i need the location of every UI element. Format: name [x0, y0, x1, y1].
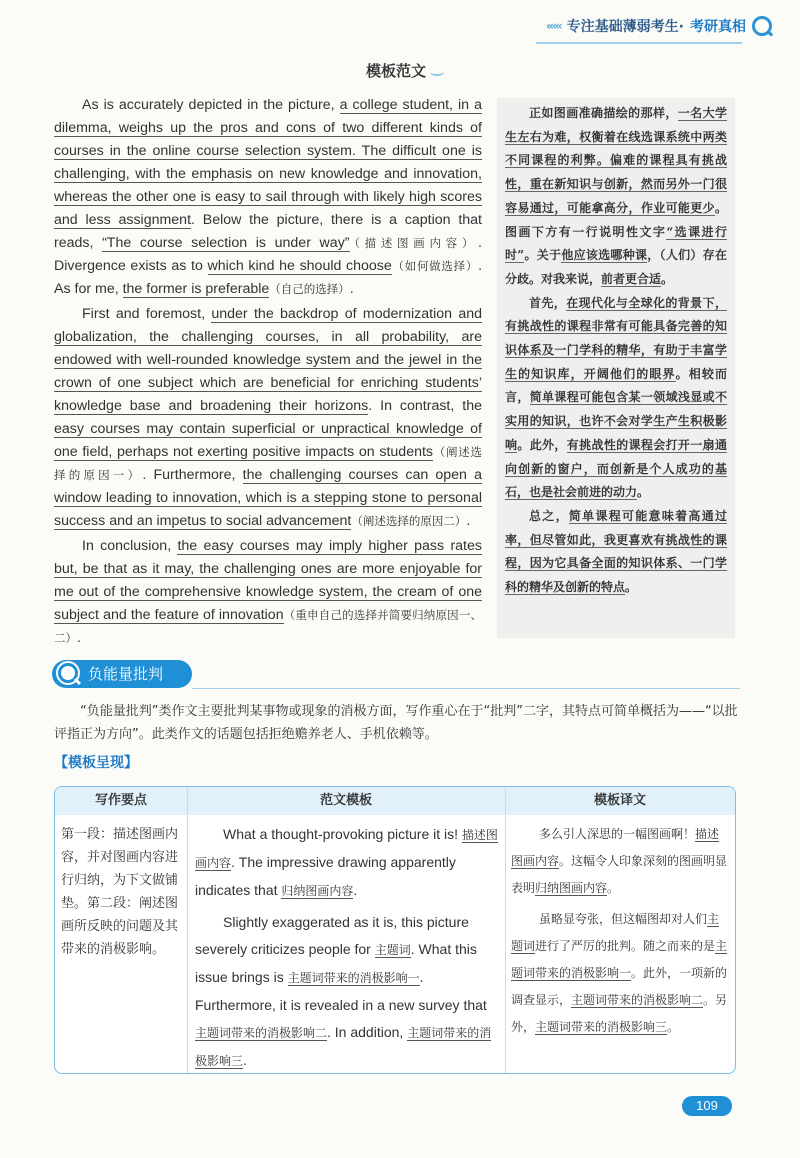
table-header-template: 范文模板: [319, 793, 372, 808]
template-translation-paragraph-1: 多么引人深思的一幅图画啊！描述图画内容。这幅令人印象深刻的图画明显表明归纳图画内容。: [511, 827, 728, 895]
essay-english: [54, 94, 482, 652]
writing-points: 第一段：描述图画内容，并对图画内容进行归纳，为下文做铺垫。第二段：阐述图画所反映的问题及其带来的消极影响。: [61, 827, 179, 957]
header-text: 专注基础薄弱考生·: [566, 19, 684, 35]
essay-paragraph-1: As is accurately depicted in the picture, a college student, in a dilemma, weighs up the pros and cons of two different kinds of courses in the online course selection system. The difficult one is challenging, with the emphasis on new knowledge and innovation, whereas the other one is easy to sail through with likely high scores and less assignment. Below the picture, there is a caption that reads, “The course selection is under way”（描述图画内容）. Divergence exists as to which kind he should choose（如何做选择）. As for me, the former is preferable（自己的选择）.: [54, 97, 483, 297]
section-intro: “负能量批判”类作文主要批判某事物或现象的消极方面，写作重心在于“批判”二字，其特点可简单概括为——“以批评指正为方向”。此类作文的话题包括拒绝赡养老人、手机依赖等。: [54, 704, 738, 742]
table-header-points: 写作要点: [94, 793, 147, 808]
table-header-translation: 模板译文: [593, 793, 646, 808]
present-label: 【模板呈现】: [54, 755, 138, 771]
page-header: [546, 16, 772, 36]
header-accent: 考研真相: [690, 19, 746, 35]
essay-paragraph-3: In conclusion, the easy courses may imply higher pass rates but, be that as it may, the challenging ones are more enjoyable for me out of the comprehensive knowledge system, the cream of one subject and the feature of innovation（重申自己的选择并简要归纳原因一、二）.: [54, 538, 482, 646]
template-title: 模板范文: [366, 60, 444, 81]
template-table: [54, 786, 736, 1074]
search-icon: [752, 16, 772, 36]
translation-paragraph-2: 首先，在现代化与全球化的背景下，有挑战性的课程非常有可能具备完善的知识体系及一门学科的精华，有助于丰富学生的知识库，开阔他们的眼界。相较而言，简单课程可能包含某一领域浅显或不实用的知识，也许不会对学生产生积极影响。此外，有挑战性的课程会打开一扇通向创新的窗户，而创新是个人成功的基石，也是社会前进的动力。: [505, 295, 727, 500]
section-title: 负能量批判: [88, 665, 164, 683]
column-divider: [187, 787, 188, 1073]
translation-paragraph-3: 总之，简单课程可能意味着高通过率，但尽管如此，我更喜欢有挑战性的课程，因为它具备全面的知识体系、一门学科的精华及创新的特点。: [505, 508, 727, 595]
wave-icon: [430, 68, 444, 76]
magnifier-icon: [58, 663, 78, 683]
page-number: 109: [682, 1096, 732, 1116]
column-divider: [505, 787, 506, 1073]
template-text: [195, 821, 499, 1074]
essay-translation: [497, 98, 735, 638]
section-badge: [52, 660, 192, 688]
template-translation-paragraph-2: 虽略显夸张，但这幅图却对人们主题词进行了严厉的批判。随之而来的是主题词带来的消极影响一。此外，一项新的调查显示，主题词带来的消极影响二。另外，主题词带来的消极影响三。: [511, 912, 728, 1034]
section-divider: [192, 688, 740, 689]
header-underline: [536, 42, 742, 44]
arrows-icon: ‹‹‹‹‹: [545, 19, 561, 33]
template-paragraph-2: Slightly exaggerated as it is, this picture severely criticizes people for 主题词. What this issue brings is 主题词带来的消极影响一. Furthermore, it is revealed in a new survey that 主题词带来的消极影响二. In addition, 主题词带来的消极影响三.: [195, 914, 492, 1068]
translation-paragraph-1: 正如图画准确描绘的那样，一名大学生左右为难，权衡着在线选课系统中两类不同课程的利弊。偏难的课程具有挑战性，重在新知识与创新，然而另外一门很容易通过，可能拿高分，作业可能更少。图画下方有一行说明性文字“选课进行时”。关于他应该选哪种课，（人们）存在分歧。对我来说，前者更合适。: [505, 106, 727, 286]
essay-paragraph-2: First and foremost, under the backdrop of modernization and globalization, the challenging courses, in all probability, are endowed with well-rounded knowledge system and the jewel in the crown of one subject which are beneficial for enriching students’ knowledge base and broadening their horizons. In contrast, the easy courses may contain superficial or unpractical knowledge of one field, perhaps not exerting positive impacts on students（阐述选择的原因一）. Furthermore, the challenging courses can open a window leading to innovation, which is a stepping stone to personal success and an impetus to social advancement（阐述选择的原因二）.: [54, 306, 483, 529]
template-paragraph-1: What a thought-provoking picture it is! 描述图画内容. The impressive drawing apparently indicates that 归纳图画内容.: [195, 826, 498, 898]
template-translation: [511, 821, 729, 1045]
